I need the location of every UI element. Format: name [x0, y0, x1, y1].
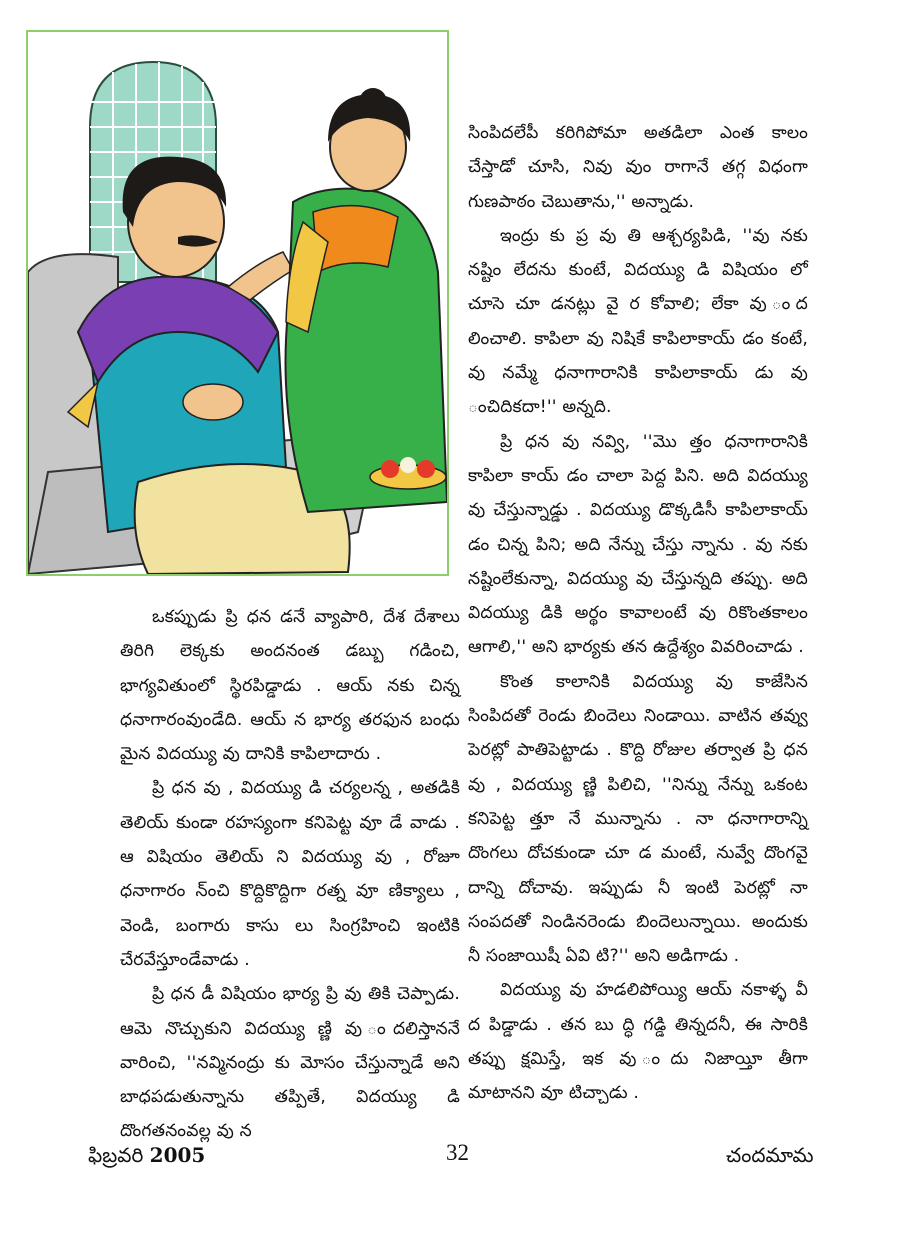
paragraph: సింపిదలేపీ కరిగిపోమా అతడిలా ఎంత కాలం చేస్తాడో చూసి, నివు వుం రాగానే తగ్గ విధంగా గుణపాఠం చెబుతాను,'' అన్నాడు.	[468, 123, 808, 212]
footer-date	[88, 1143, 205, 1172]
story-illustration	[26, 30, 449, 576]
paragraph: ప్రి ధన వు నవ్వి, ''మొ త్తం ధనాగారానికి కాపిలా కాయ్ డం చాలా పెద్ద పిని. అది విదయ్యు వు చేస్తున్నాడ్డు . విదయ్యు డొక్కడిసీ కాపిలాకాయ్ డం చిన్న పిని; అది నేన్ను చేస్తు న్నాను . వు నకు నష్టింలేకున్నా, విదయ్యు వు చేస్తున్నది తప్పు. అది విదయ్యు డికి అర్థం కావాలంటే వు రికొంతకాలం ఆగాలి,'' అని భార్యకు తన ఉద్దేశ్యం వివరించాడు .	[468, 431, 808, 658]
footer-year: 2005	[149, 1143, 206, 1167]
illustration-art	[28, 32, 447, 574]
footer-month: ఫిబ్రవరి	[88, 1143, 144, 1167]
left-text-column	[120, 600, 460, 1149]
page-number: 32	[446, 1140, 469, 1165]
paragraph: ఒకప్పుడు ప్రి ధన డనే వ్యాపారి, దేశ దేశాలు తిరిగి లెక్కకు అందనంత డబ్బు గడించి, భాగ్యవితుంలో స్థిరపిడ్డాడు . ఆయ్ నకు చిన్న ధనాగారంవుండేది. ఆయ్ న భార్య తరఫున బంధు మైన విదయ్యు వు దానికి కాపిలాదారు .	[120, 607, 460, 765]
paragraph: ప్రి ధన వు , విదయ్యు డి చర్యలన్న , అతడికి తెలియ్ కుండా రహస్యంగా కనిపెట్ట వూ డే వాడు . ఆ విషియం తెలియ్ ని విదయ్యు వు , రోజూ ధనాగారం న్ంచి కొద్దికొద్దిగా రత్న వూ ణిక్యాలు , వెండి, బంగారు కాసు లు సింగ్రహించి ఇంటికి చేరవేస్తూండేవాడు .	[120, 778, 460, 970]
paragraph: ప్రి ధన డీ విషియం భార్య ప్రి వు తికి చెప్పాడు. ఆమె నొచ్చుకుని విదయ్యు ణ్ణి వు ందలిస్తాననే వారించి, ''నవ్మినంద్రు కు మోసం చేస్తున్నాడే అని బాధపడుతున్నాను తప్పితే, విదయ్యు డి దొంగతనంవల్ల వు న	[120, 984, 460, 1142]
paragraph: ఇంద్రు కు ప్ర వు తి ఆశ్చర్యపిడి, ''వు నకు నష్టిం లేదను కుంటే, విదయ్యు డి విషియం లో చూసె చూ డనట్లు వై ర కోవాలి; లేకా వు ంద లించాలి. కాపిలా వు నిషికే కాపిలాకాయ్ డం కంటే, వు నమ్మే ధనాగారానికి కాపిలాకాయ్ డు వు ంచిదికదా!'' అన్నది.	[468, 225, 808, 418]
right-text-column	[468, 116, 808, 1111]
magazine-name: చందమామ	[726, 1143, 814, 1167]
paragraph: విదయ్యు వు హడలిపోయ్యి ఆయ్ నకాళ్ళ వీ ద పిడ్డాడు . తన బు ద్ధి గడ్డి తిన్నదనీ, ఈ సారికి తప్పు క్షమిస్తే, ఇక వు ందు నిజాయ్తీ తీగా మాటానని వూ టిచ్చాడు .	[468, 980, 808, 1104]
paragraph: కొంత కాలానికి విదయ్యు వు కాజేసిన సింపిదతో రెండు బిందెలు నిండాయి. వాటిన తవ్వు పెరట్లో పాతిపెట్టాడు . కొద్ది రోజుల తర్వాత ప్రి ధన వు , విదయ్యు ణ్ణి పిలిచి, ''నిన్ను నేన్ను ఒకంట కనిపెట్ట త్తూ నే మున్నాను . నా ధనాగారాన్ని దొంగలు దోచకుండా చూ డ మంటే, నువ్వే దొంగవై దాన్ని దోచావు. ఇప్పుడు నీ ఇంటి పెరట్లో నా సంపదతో నిండినరెండు బిందెలున్నాయి. అందుకు నీ సంజాయిషీ ఏవి టి?'' అని అడిగాడు .	[468, 671, 808, 967]
